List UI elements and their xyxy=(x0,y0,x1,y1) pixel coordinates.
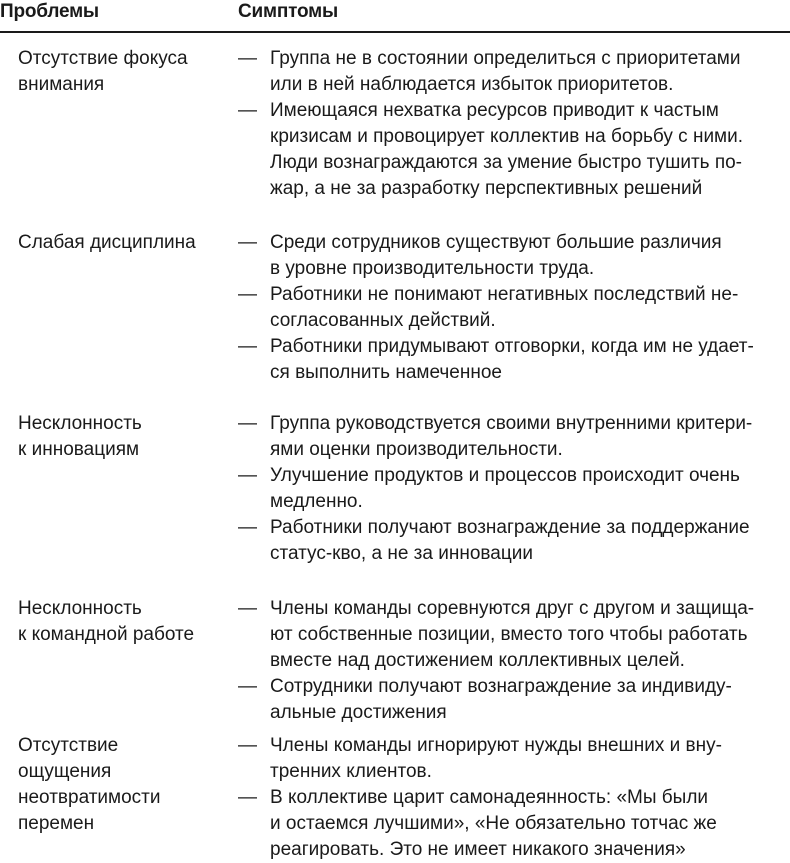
symptom-text: Члены команды соревнуются друг с другом и защища- ют собственные позиции, вместо того чтобы работать вместе над достижением коллективных целей. xyxy=(270,598,755,671)
symptom-item xyxy=(238,463,790,515)
dash-bullet: — xyxy=(238,598,257,619)
symptom-item xyxy=(238,515,790,567)
column-header-symptoms: Симптомы xyxy=(238,1,339,22)
symptom-text: Работники не понимают негативных последствий не- согласованных действий. xyxy=(270,284,739,331)
symptom-text: Группа не в состоянии определиться с приоритетами или в ней наблюдается избыток приоритетов. xyxy=(270,48,741,95)
symptom-text: Члены команды игнорируют нужды внешних и вну- тренних клиентов. xyxy=(270,735,722,782)
symptom-item xyxy=(238,98,790,202)
dash-bullet: — xyxy=(238,517,257,538)
header-divider xyxy=(0,31,790,33)
symptom-item xyxy=(238,282,790,334)
problem-cell: Отсутствие ощущения неотвратимости перемен xyxy=(18,735,161,834)
problem-cell: Несклонность к командной работе xyxy=(18,598,195,645)
dash-bullet: — xyxy=(238,100,257,121)
symptom-item xyxy=(238,230,790,282)
symptom-text: Работники получают вознаграждение за поддержание статус-кво, а не за инновации xyxy=(270,517,750,564)
dash-bullet: — xyxy=(238,676,257,697)
symptom-list xyxy=(238,733,790,863)
dash-bullet: — xyxy=(238,48,257,69)
problem-cell: Несклонность к инновациям xyxy=(18,413,142,460)
symptom-list xyxy=(238,46,790,202)
table-header xyxy=(0,0,790,34)
symptom-text: Работники придумывают отговорки, когда им не удает- ся выполнить намеченное xyxy=(270,336,754,383)
symptom-text: Имеющаяся нехватка ресурсов приводит к частым кризисам и провоцирует коллектив на борьбу с ними. Люди вознаграждаются за умение быстро тушить по- жар, а не за разработку перспективных решений xyxy=(270,100,744,199)
symptom-list xyxy=(238,411,790,567)
symptom-item xyxy=(238,785,790,863)
symptom-text: В коллективе царит самонадеянность: «Мы были и остаемся лучшими», «Не обязательно тотчас же реагировать. Это не имеет никакого значения» xyxy=(270,787,717,860)
symptom-item xyxy=(238,411,790,463)
column-header-problems: Проблемы xyxy=(0,1,99,22)
problem-cell: Слабая дисциплина xyxy=(18,232,196,253)
dash-bullet: — xyxy=(238,465,257,486)
symptom-item xyxy=(238,733,790,785)
symptom-text: Среди сотрудников существуют большие различия в уровне производительности труда. xyxy=(270,232,722,279)
symptom-text: Группа руководствуется своими внутренними критери- ями оценки производительности. xyxy=(270,413,753,460)
symptom-item xyxy=(238,334,790,386)
symptom-item xyxy=(238,674,790,726)
dash-bullet: — xyxy=(238,284,257,305)
dash-bullet: — xyxy=(238,336,257,357)
dash-bullet: — xyxy=(238,787,257,808)
dash-bullet: — xyxy=(238,413,257,434)
dash-bullet: — xyxy=(238,735,257,756)
symptom-item xyxy=(238,46,790,98)
dash-bullet: — xyxy=(238,232,257,253)
problem-cell: Отсутствие фокуса внимания xyxy=(18,48,188,95)
symptom-text: Сотрудники получают вознаграждение за индивиду- альные достижения xyxy=(270,676,732,723)
symptom-item xyxy=(238,596,790,674)
symptom-list xyxy=(238,230,790,386)
symptom-text: Улучшение продуктов и процессов происходит очень медленно. xyxy=(270,465,740,512)
symptom-list xyxy=(238,596,790,726)
